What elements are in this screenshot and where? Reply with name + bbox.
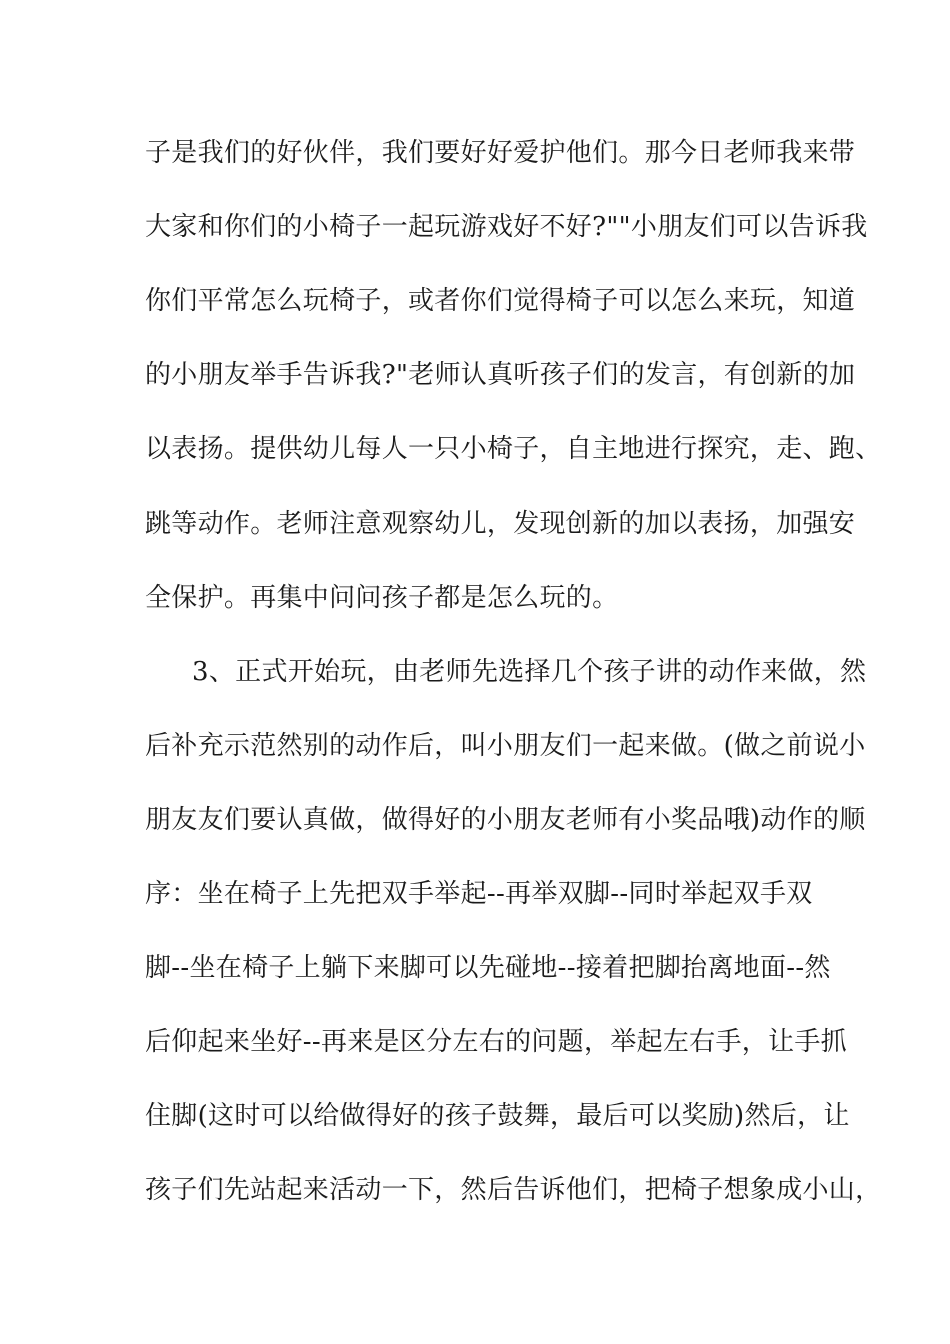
- paragraph-start-line: 3、正式开始玩，由老师先选择几个孩子讲的动作来做，然: [192, 657, 867, 687]
- text-line: 序：坐在椅子上先把双手举起--再举双脚--同时举起双手双: [145, 879, 813, 909]
- text-line: 住脚(这时可以给做得好的孩子鼓舞，最后可以奖励)然后，让: [145, 1101, 850, 1131]
- text-line: 跳等动作。老师注意观察幼儿，发现创新的加以表扬，加强安: [145, 509, 856, 539]
- text-line: 全保护。再集中问问孩子都是怎么玩的。: [145, 583, 619, 613]
- text-line: 朋友友们要认真做，做得好的小朋友老师有小奖品哦)动作的顺: [145, 805, 866, 835]
- text-line: 子是我们的好伙伴，我们要好好爱护他们。那今日老师我来带: [145, 138, 856, 168]
- text-line: 后仰起来坐好--再来是区分左右的问题，举起左右手，让手抓: [145, 1027, 847, 1057]
- text-line: 大家和你们的小椅子一起玩游戏好不好?""小朋友们可以告诉我: [145, 212, 868, 242]
- text-line: 你们平常怎么玩椅子，或者你们觉得椅子可以怎么来玩，知道: [145, 286, 856, 316]
- text-line: 孩子们先站起来活动一下，然后告诉他们，把椅子想象成小山，: [145, 1175, 882, 1205]
- text-line: 的小朋友举手告诉我?"老师认真听孩子们的发言，有创新的加: [145, 360, 856, 390]
- text-line: 后补充示范然别的动作后，叫小朋友们一起来做。(做之前说小: [145, 731, 866, 761]
- text-line: 脚--坐在椅子上躺下来脚可以先碰地--接着把脚抬离地面--然: [145, 953, 831, 983]
- text-line: 以表扬。提供幼儿每人一只小椅子，自主地进行探究，走、跑、: [145, 434, 882, 464]
